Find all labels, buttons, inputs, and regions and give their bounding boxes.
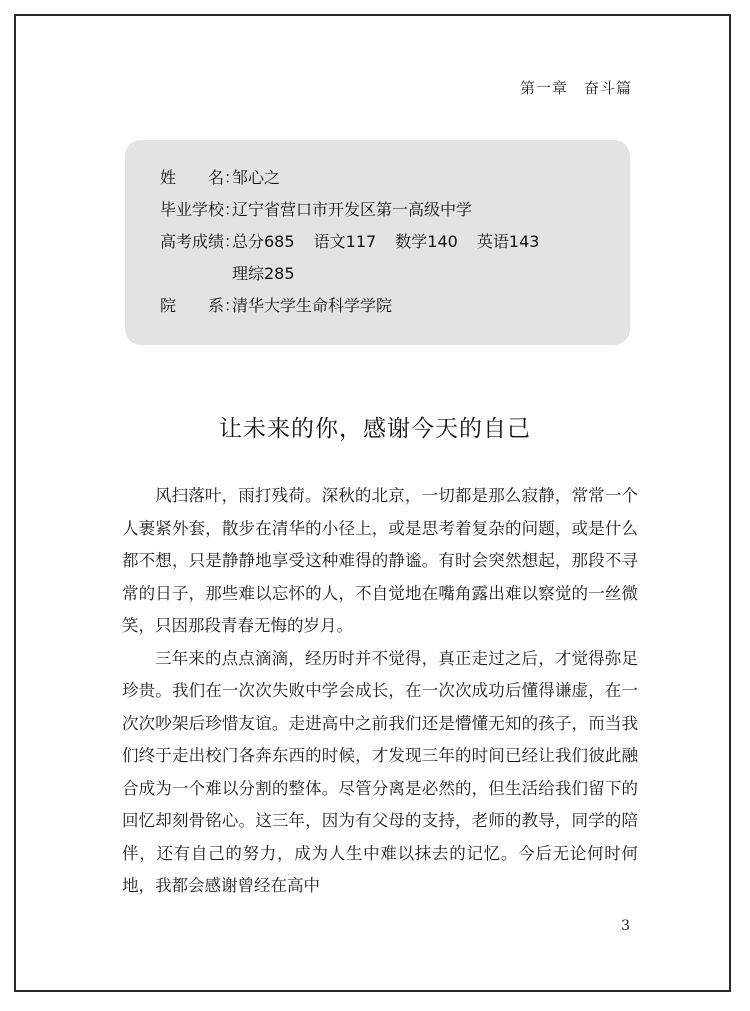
score-chinese: 语文117 xyxy=(313,231,377,251)
school-value: 辽宁省营口市开发区第一高级中学 xyxy=(232,199,473,219)
paragraph-2: 三年来的点点滴滴，经历时并不觉得，真正走过之后，才觉得弥足珍贵。我们在一次次失败中学会成长，在一次次成功后懂得谦虚，在一次次吵架后珍惜友谊。走进高中之前我们还是懵懂无知的孩子，而当我们终于走出校门各奔东西的时候，才发现三年的时间已经让我们彼此融合成为一个难以分割的整体。尽管分离是必然的，但生活给我们留下的回忆却刻骨铭心。这三年，因为有父母的支持，老师的教导，同学的陪伴，还有自己的努力，成为人生中难以抹去的记忆。今后无论何时何地，我都会感谢曾经在高中 xyxy=(122,648,638,895)
score-total: 总分685 xyxy=(232,231,295,251)
dept-value: 清华大学生命科学学院 xyxy=(232,295,393,315)
scores-label: 高考成绩： xyxy=(160,231,241,251)
page-number: 3 xyxy=(621,918,630,934)
profile-scores-extra-row xyxy=(160,256,630,288)
paragraph-1: 风扫落叶，雨打残荷。深秋的北京，一切都是那么寂静，常常一个人裹紧外套，散步在清华的小径上，或是思考着复杂的问题，或是什么都不想，只是静静地享受这种难得的静谧。有时会突然想起，那段不寻常的日子，那些难以忘怀的人，不自觉地在嘴角露出难以察觉的一丝微笑，只因那段青春无悔的岁月。 xyxy=(122,486,638,635)
profile-name-row xyxy=(160,160,630,192)
profile-box xyxy=(125,140,630,345)
profile-school-row xyxy=(160,192,630,224)
profile-scores-row xyxy=(160,224,630,256)
profile-dept-row xyxy=(160,288,630,320)
running-header: 第一章 奋斗篇 xyxy=(519,79,632,97)
score-math: 数学140 xyxy=(395,231,458,251)
score-science: 理综285 xyxy=(232,263,295,283)
name-value: 邹心之 xyxy=(232,167,281,187)
school-label: 毕业学校： xyxy=(160,199,241,219)
article-body xyxy=(122,480,638,903)
article-title: 让未来的你，感谢今天的自己 xyxy=(219,416,531,442)
scores-value xyxy=(232,229,553,252)
dept-label: 院 系： xyxy=(160,295,241,315)
score-english: 英语143 xyxy=(476,231,540,251)
name-label: 姓 名： xyxy=(160,167,241,187)
